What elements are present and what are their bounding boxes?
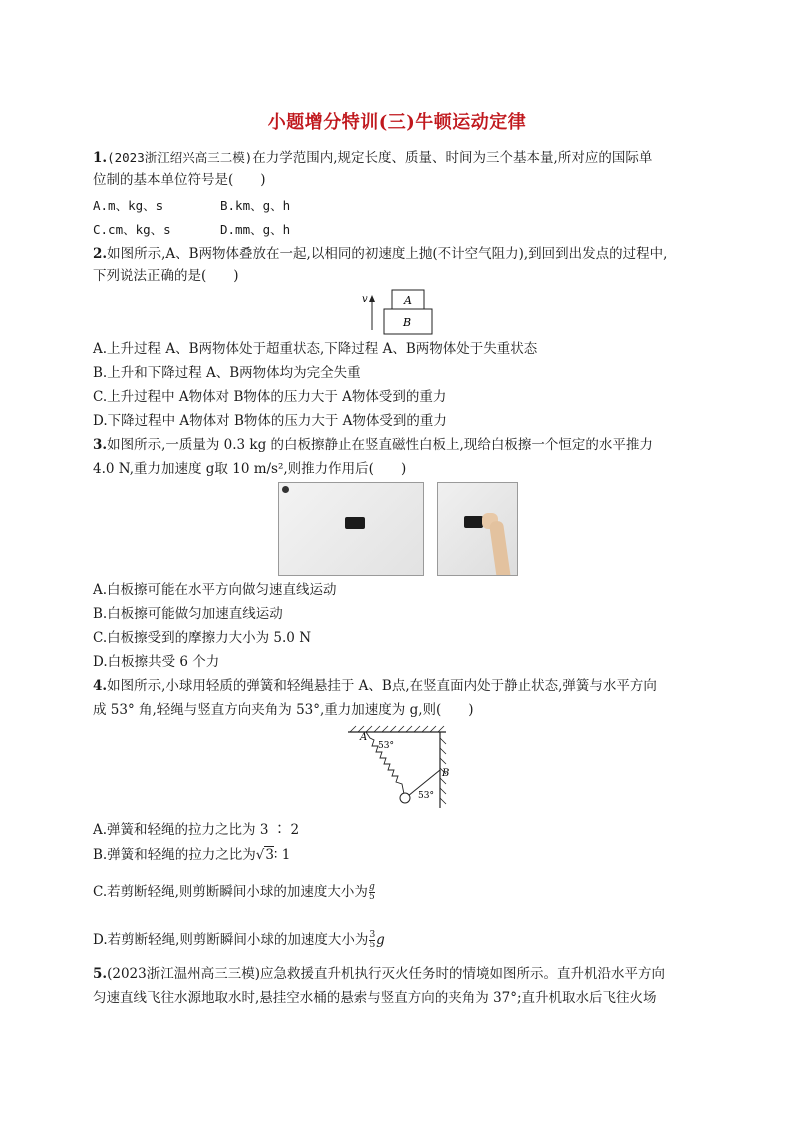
q3-whiteboard-push-photo xyxy=(437,482,518,576)
q5-stem: (2023浙江温州高三三模)应急救援直升机执行灭火任务时的情境如图所示。直升机沿水平方向 xyxy=(107,966,665,982)
q5-line2: 匀速直线飞往水源地取水时,悬挂空水桶的悬索与竖直方向的夹角为 37°;直升机取水后飞往火场 xyxy=(93,990,657,1006)
q1-option-d: D.mm、g、h xyxy=(220,222,291,237)
q2-block-b-label: B xyxy=(403,316,412,329)
q4-option-b-ratio: ∶ 1 xyxy=(273,847,291,863)
q1-option-a: A.m、kg、s xyxy=(93,198,164,213)
q4-line1 xyxy=(93,676,657,696)
q4-option-d-numerator: 3 xyxy=(369,930,376,940)
q4-option-c xyxy=(93,882,376,902)
q4-option-b-text: B.弹簧和轻绳的拉力之比为 xyxy=(93,847,256,863)
q4-option-d-g: g xyxy=(376,932,385,948)
q2-option-b: B.上升和下降过程 A、B两物体均为完全失重 xyxy=(93,365,361,381)
q4-option-c-numerator: g xyxy=(368,882,375,892)
q4-number: 4. xyxy=(93,678,108,694)
q4-option-c-text: C.若剪断轻绳,则剪断瞬间小球的加速度大小为 xyxy=(93,884,368,900)
q1-option-b: B.km、g、h xyxy=(220,198,291,213)
q4-option-c-fraction xyxy=(369,883,375,902)
q1-option-c: C.cm、kg、s xyxy=(93,222,171,237)
q4-point-b-label: B xyxy=(442,768,450,779)
q4-option-d-text: D.若剪断轻绳,则剪断瞬间小球的加速度大小为 xyxy=(93,932,369,948)
q4-option-b xyxy=(93,845,290,865)
q3-option-d: D.白板擦共受 6 个力 xyxy=(93,654,220,670)
q3-arm xyxy=(489,520,511,576)
q3-eraser-pushed xyxy=(464,516,483,528)
q2-block-a-label: A xyxy=(404,294,412,307)
q4-spring-rope-figure xyxy=(340,724,456,810)
q4-option-c-denominator: 5 xyxy=(368,892,375,902)
q4-option-a: A.弹簧和轻绳的拉力之比为 3 ∶ 2 xyxy=(93,822,300,838)
q3-stem: 如图所示,一质量为 0.3 kg 的白板擦静止在竖直磁性白板上,现给白板擦一个恒定的水平推力 xyxy=(107,437,653,453)
q2-option-c: C.上升过程中 A物体对 B物体的压力大于 A物体受到的重力 xyxy=(93,389,447,405)
q4-option-d xyxy=(93,930,385,950)
q4-sqrt-icon: √ xyxy=(255,847,265,863)
q3-option-c: C.白板擦受到的摩擦力大小为 5.0 N xyxy=(93,630,312,646)
q5-line1 xyxy=(93,964,665,984)
q3-number: 3. xyxy=(93,437,108,453)
page-title: 小题增分特训(三)牛顿运动定律 xyxy=(267,112,527,133)
q3-line1 xyxy=(93,435,653,455)
q3-option-b: B.白板擦可能做匀加速直线运动 xyxy=(93,606,283,622)
q4-angle2-label: 53° xyxy=(418,791,434,801)
q1-line2: 位制的基本单位符号是( ) xyxy=(93,172,266,188)
q1-source: (2023浙江绍兴高三二模) xyxy=(107,150,253,165)
q3-whiteboard-photo xyxy=(278,482,424,576)
q4-option-d-denominator: 5 xyxy=(369,940,376,950)
q4-option-d-fraction xyxy=(369,931,375,950)
q4-line2: 成 53° 角,轻绳与竖直方向夹角为 53°,重力加速度为 g,则( ) xyxy=(93,702,474,718)
q4-angle1-label: 53° xyxy=(378,741,394,751)
q4-option-b-radicand: 3 xyxy=(265,847,274,863)
q4-point-a-label: A xyxy=(360,732,368,743)
q2-stem: 如图所示,A、B两物体叠放在一起,以相同的初速度上抛(不计空气阻力),到回到出发点的过程中, xyxy=(107,246,668,262)
q3-board-magnet-icon xyxy=(282,486,289,493)
q2-velocity-label: v xyxy=(362,294,368,305)
q3-option-a: A.白板擦可能在水平方向做匀速直线运动 xyxy=(93,582,337,598)
q2-option-a: A.上升过程 A、B两物体处于超重状态,下降过程 A、B两物体处于失重状态 xyxy=(93,341,538,357)
q2-number: 2. xyxy=(93,246,108,262)
q2-line2: 下列说法正确的是( ) xyxy=(93,268,239,284)
q2-line1 xyxy=(93,244,667,264)
q3-line2: 4.0 N,重力加速度 g取 10 m/s²,则推力作用后( ) xyxy=(93,461,407,477)
q2-arrow-head-icon xyxy=(369,295,375,302)
q2-stacked-blocks-figure xyxy=(358,286,438,338)
q1-number: 1. xyxy=(93,150,108,166)
q5-number: 5. xyxy=(93,966,108,982)
q4-stem: 如图所示,小球用轻质的弹簧和轻绳悬挂于 A、B点,在竖直面内处于静止状态,弹簧与水平方向 xyxy=(107,678,657,694)
q4-ball xyxy=(400,793,410,803)
q2-option-d: D.下降过程中 A物体对 B物体的压力大于 A物体受到的重力 xyxy=(93,413,447,429)
q1-line1 xyxy=(93,148,652,168)
q3-eraser xyxy=(345,517,365,529)
q1-stem: 在力学范围内,规定长度、质量、时间为三个基本量,所对应的国际单 xyxy=(252,150,653,166)
